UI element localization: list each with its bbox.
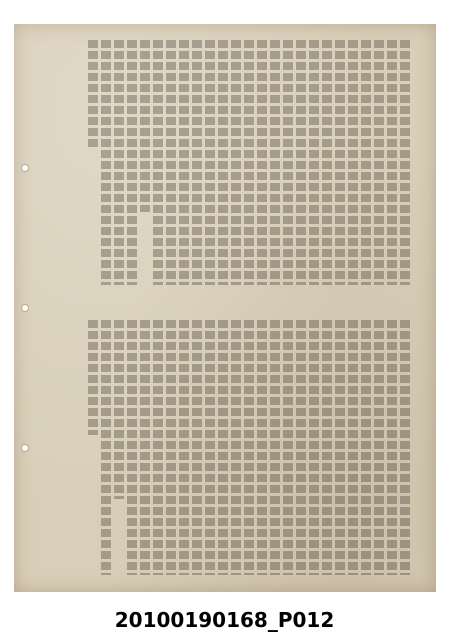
text-column bbox=[309, 320, 319, 575]
text-column bbox=[88, 320, 98, 435]
text-column bbox=[166, 40, 176, 285]
text-column bbox=[114, 40, 124, 285]
text-column bbox=[361, 40, 371, 285]
text-column bbox=[179, 320, 189, 575]
text-column bbox=[335, 320, 345, 575]
text-column bbox=[114, 320, 124, 499]
page-id-caption: 20100190168_P012 bbox=[114, 608, 335, 632]
text-column bbox=[153, 320, 163, 575]
text-column bbox=[218, 40, 228, 285]
text-column bbox=[140, 320, 150, 575]
text-column bbox=[218, 320, 228, 575]
text-column bbox=[374, 320, 384, 575]
text-column bbox=[283, 40, 293, 285]
text-column bbox=[283, 320, 293, 575]
text-column bbox=[322, 320, 332, 575]
text-block-lower bbox=[40, 320, 410, 575]
text-column bbox=[205, 40, 215, 285]
text-column bbox=[348, 40, 358, 285]
binding-hole bbox=[21, 304, 29, 312]
text-column bbox=[127, 40, 137, 285]
text-column bbox=[322, 40, 332, 285]
text-column bbox=[101, 320, 111, 575]
text-column bbox=[179, 40, 189, 285]
text-column bbox=[244, 320, 254, 575]
text-column bbox=[400, 320, 410, 575]
text-column bbox=[270, 320, 280, 575]
text-column bbox=[387, 40, 397, 285]
text-column bbox=[270, 40, 280, 285]
text-column bbox=[296, 40, 306, 285]
text-column bbox=[88, 40, 98, 150]
text-column bbox=[231, 40, 241, 285]
text-column bbox=[335, 40, 345, 285]
text-column bbox=[231, 320, 241, 575]
text-column bbox=[166, 320, 176, 575]
text-column bbox=[309, 40, 319, 285]
text-column bbox=[127, 320, 137, 575]
text-column bbox=[192, 320, 202, 575]
text-column bbox=[205, 320, 215, 575]
binding-hole bbox=[21, 444, 29, 452]
text-column bbox=[348, 320, 358, 575]
binding-hole bbox=[21, 164, 29, 172]
text-block-upper bbox=[40, 40, 410, 285]
text-column bbox=[192, 40, 202, 285]
text-column bbox=[387, 320, 397, 575]
text-column bbox=[244, 40, 254, 285]
text-column bbox=[374, 40, 384, 285]
text-column bbox=[257, 320, 267, 575]
text-column bbox=[153, 40, 163, 285]
binding-holes bbox=[21, 24, 31, 592]
text-column bbox=[140, 40, 150, 212]
text-column bbox=[257, 40, 267, 285]
text-column bbox=[101, 40, 111, 285]
text-column bbox=[296, 320, 306, 575]
text-column bbox=[400, 40, 410, 285]
text-column bbox=[361, 320, 371, 575]
